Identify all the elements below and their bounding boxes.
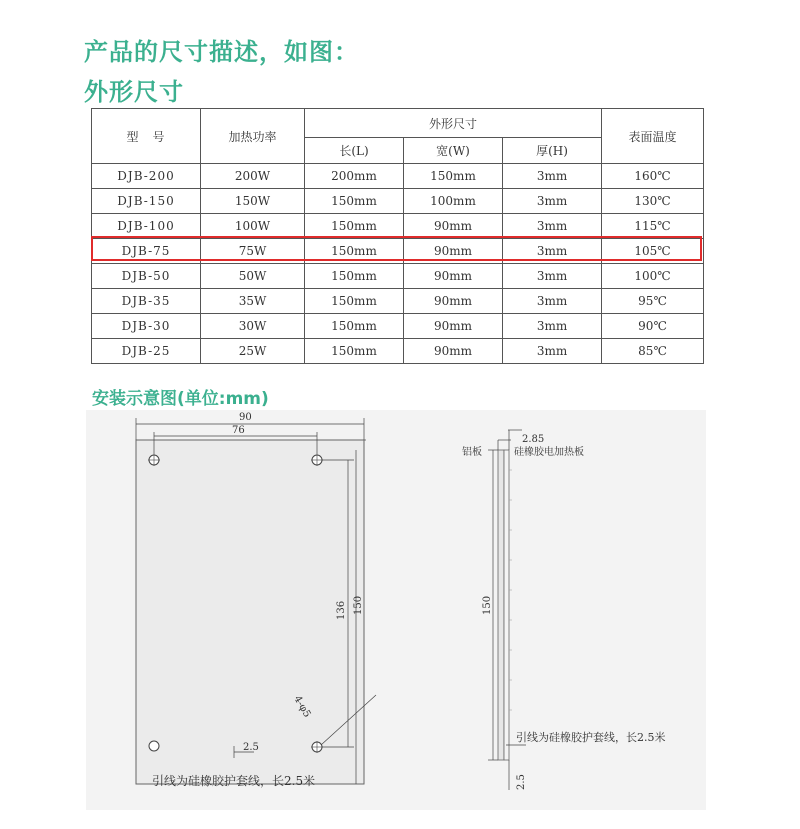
cell-l: 150mm: [305, 214, 404, 239]
section-heading-description: 产品的尺寸描述，如图：: [84, 38, 359, 66]
side-aluminum-label: 铝板: [462, 447, 482, 458]
cell-power: 200W: [201, 164, 305, 189]
cell-power: 35W: [201, 289, 305, 314]
table-row: [92, 264, 704, 289]
cell-temp: 95℃: [602, 289, 704, 314]
cell-h: 3mm: [503, 339, 602, 364]
cell-power: 50W: [201, 264, 305, 289]
dim-width-label: 90: [239, 412, 252, 423]
cell-w: 90mm: [404, 314, 503, 339]
cell-power: 30W: [201, 314, 305, 339]
dim-hole-span-label: 76: [232, 425, 245, 436]
cell-l: 150mm: [305, 239, 404, 264]
cell-h: 3mm: [503, 164, 602, 189]
col-header-temp: 表面温度: [602, 109, 704, 164]
cell-h: 3mm: [503, 264, 602, 289]
cell-temp: 90℃: [602, 314, 704, 339]
col-header-model: 型 号: [92, 109, 201, 164]
cell-l: 150mm: [305, 339, 404, 364]
cell-h: 3mm: [503, 189, 602, 214]
cell-temp: 115℃: [602, 214, 704, 239]
cell-temp: 160℃: [602, 164, 704, 189]
cell-l: 150mm: [305, 189, 404, 214]
cell-h: 3mm: [503, 214, 602, 239]
side-heater-label: 硅橡胶电加热板: [514, 447, 584, 458]
cell-w: 100mm: [404, 189, 503, 214]
dim-hole-diameter-label: 4-φ5: [291, 694, 313, 720]
table-row: [92, 239, 704, 264]
cell-power: 75W: [201, 239, 305, 264]
lead-note-front: 引线为硅橡胶护套线，长2.5米: [152, 774, 316, 788]
dim-hole-height-label: 136: [336, 600, 347, 620]
cell-temp: 85℃: [602, 339, 704, 364]
cell-w: 90mm: [404, 239, 503, 264]
cell-l: 150mm: [305, 264, 404, 289]
cell-power: 25W: [201, 339, 305, 364]
cell-w: 90mm: [404, 289, 503, 314]
table-row: [92, 314, 704, 339]
col-header-width: 宽(W): [404, 138, 503, 164]
dim-lead-label: 2.5: [243, 742, 259, 753]
cell-temp: 100℃: [602, 264, 704, 289]
install-diagram-svg: [86, 410, 706, 810]
table-row: [92, 339, 704, 364]
cell-w: 150mm: [404, 164, 503, 189]
side-lead-dim-label: 2.5: [516, 774, 527, 790]
cell-l: 200mm: [305, 164, 404, 189]
install-drawing: [86, 410, 706, 810]
cell-temp: 105℃: [602, 239, 704, 264]
cell-l: 150mm: [305, 314, 404, 339]
cell-model: DJB-30: [92, 314, 201, 339]
table-row: [92, 189, 704, 214]
cell-model: DJB-25: [92, 339, 201, 364]
plate-front-view: [136, 440, 364, 784]
cell-temp: 130℃: [602, 189, 704, 214]
plate-side-view-heater: [504, 450, 509, 760]
lead-note-side: 引线为硅橡胶护套线，长2.5米: [516, 731, 666, 744]
cell-h: 3mm: [503, 289, 602, 314]
cell-model: DJB-35: [92, 289, 201, 314]
col-header-thickness: 厚(H): [503, 138, 602, 164]
table-row: [92, 214, 704, 239]
cell-w: 90mm: [404, 339, 503, 364]
dim-height-label: 150: [353, 595, 364, 615]
plate-side-view-aluminum: [498, 450, 504, 760]
col-header-length: 长(L): [305, 138, 404, 164]
table-row: [92, 164, 704, 189]
cell-model: DJB-75: [92, 239, 201, 264]
table-row: [92, 289, 704, 314]
cell-model: DJB-200: [92, 164, 201, 189]
cell-w: 90mm: [404, 264, 503, 289]
col-header-size: 外形尺寸: [305, 109, 602, 138]
cell-model: DJB-50: [92, 264, 201, 289]
cell-h: 3mm: [503, 314, 602, 339]
cell-power: 100W: [201, 214, 305, 239]
side-thickness-label: 2.85: [522, 434, 545, 445]
section-heading-install: 安装示意图(单位:mm): [92, 389, 269, 409]
spec-table: [91, 108, 704, 364]
col-header-power: 加热功率: [201, 109, 305, 164]
side-height-label: 150: [482, 595, 493, 615]
cell-l: 150mm: [305, 289, 404, 314]
section-heading-dimensions: 外形尺寸: [84, 78, 184, 106]
mount-hole-bottom-left: [149, 741, 159, 751]
cell-model: DJB-150: [92, 189, 201, 214]
cell-model: DJB-100: [92, 214, 201, 239]
cell-h: 3mm: [503, 239, 602, 264]
table-header-row: [92, 109, 704, 138]
cell-power: 150W: [201, 189, 305, 214]
cell-w: 90mm: [404, 214, 503, 239]
